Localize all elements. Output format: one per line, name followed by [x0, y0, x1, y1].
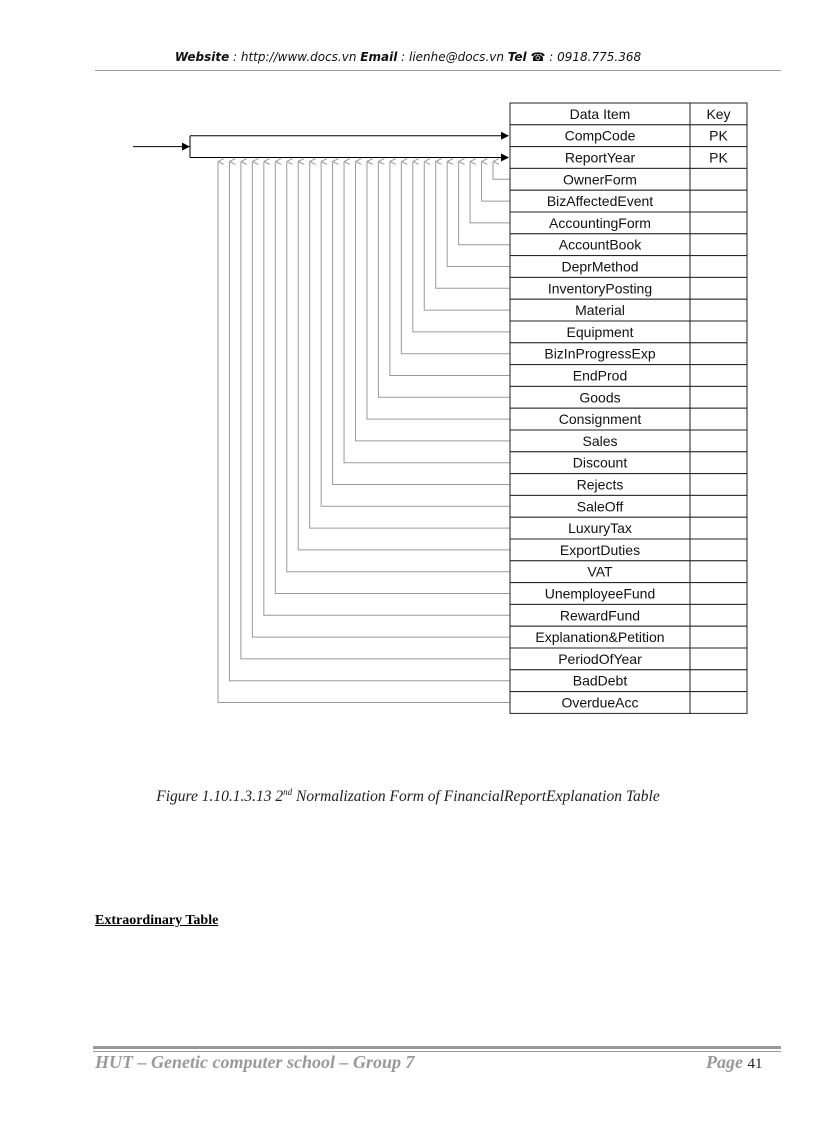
table-key-cell [690, 190, 747, 212]
dependency-arrow [298, 162, 510, 550]
footer-divider [93, 1046, 781, 1049]
tel-value: : 0918.775.368 [545, 50, 642, 64]
table-row-item: Sales [582, 432, 618, 449]
table-key-cell [690, 256, 747, 278]
email-value: : lienhe@docs.vn [397, 50, 508, 64]
figure-caption [0, 788, 816, 806]
table-row-item: Rejects [576, 476, 624, 493]
table-key-cell [690, 452, 747, 474]
table-key-cell [690, 561, 747, 583]
table-key-cell [690, 692, 747, 714]
table-row-item: EndProd [572, 367, 628, 384]
dependency-arrow [493, 162, 510, 180]
email-label: Email [360, 50, 398, 64]
table-key-cell [690, 212, 747, 234]
dependency-arrow [321, 162, 510, 507]
table-row-item: DeprMethod [561, 258, 639, 275]
table-key-cell [690, 539, 747, 561]
dependency-arrow [241, 162, 510, 659]
table-key-cell [690, 626, 747, 648]
table-row-item: AccountBook [558, 236, 642, 253]
page-label: Page [706, 1052, 743, 1072]
dependency-arrow [333, 162, 510, 485]
dependency-arrow [401, 162, 510, 354]
table-key-cell [690, 365, 747, 387]
table-row-item: LuxuryTax [568, 520, 632, 537]
table-key-cell [690, 474, 747, 496]
table-row-item: OwnerForm [563, 171, 637, 188]
table-key-cell [690, 430, 747, 452]
table-row-item: SaleOff [576, 498, 624, 515]
table-header-key: Key [706, 105, 731, 122]
tel-label: Tel [507, 50, 527, 64]
table-row-item: ReportYear [564, 149, 636, 166]
table-header-data-item: Data Item [569, 105, 631, 122]
table-row-item: VAT [587, 563, 613, 580]
dependency-arrow [470, 162, 510, 223]
dependency-arrow [390, 162, 510, 376]
dependency-arrow [344, 162, 510, 463]
table-key-cell [690, 234, 747, 256]
dependency-arrow [413, 162, 510, 332]
caption-prefix: Figure 1.10.1.3.13 2 [156, 788, 284, 805]
footer-page [706, 1052, 762, 1073]
table-key-cell [690, 299, 747, 321]
table-key-cell [690, 343, 747, 365]
table-key-cell [690, 604, 747, 626]
table-row-item: ExportDuties [559, 541, 641, 558]
website-value: : http://www.docs.vn [229, 50, 361, 64]
table-row-item: PeriodOfYear [558, 650, 642, 667]
footer-text: HUT – Genetic computer school – Group 7 [95, 1052, 415, 1072]
page-number: 41 [747, 1056, 763, 1072]
dependency-arrow [264, 162, 510, 616]
table-row-item: Discount [572, 454, 628, 471]
dependency-arrow [482, 162, 510, 202]
dependency-arrow [310, 162, 510, 529]
table-key-cell [690, 321, 747, 343]
table-row-key: PK [709, 149, 728, 166]
website-label: Website [174, 50, 230, 64]
table-key-cell [690, 408, 747, 430]
section-title: Extraordinary Table [95, 913, 219, 928]
caption-superscript: nd [283, 786, 293, 797]
table-row-key: PK [709, 127, 728, 144]
dependency-arrow [447, 162, 510, 267]
dependency-arrow [252, 162, 510, 638]
table-row-item: CompCode [564, 127, 636, 144]
dependency-arrow [459, 162, 510, 245]
table-row-item: Goods [579, 389, 621, 406]
dependency-arrow [218, 162, 510, 703]
table-row-item: BizInProgressExp [544, 345, 656, 362]
table-row-item: InventoryPosting [547, 280, 653, 297]
table-key-cell [690, 670, 747, 692]
table-key-cell [690, 648, 747, 670]
table-key-cell [690, 517, 747, 539]
table-key-cell [690, 583, 747, 605]
table-row-item: BizAffectedEvent [546, 193, 654, 210]
table-row-item: Material [575, 302, 625, 319]
table-key-cell [690, 277, 747, 299]
table-row-item: Equipment [566, 323, 634, 340]
table-row-item: OverdueAcc [561, 694, 639, 711]
table-key-cell [690, 386, 747, 408]
table-row-item: AccountingForm [549, 214, 651, 231]
caption-suffix: Normalization Form of FinancialReportExplanation Table [292, 788, 660, 805]
dependency-arrow [275, 162, 510, 594]
table-row-item: RewardFund [559, 607, 641, 624]
table-row-item: Explanation&Petition [535, 629, 665, 646]
dependency-arrow [367, 162, 510, 420]
table-row-item: UnemployeeFund [544, 585, 656, 602]
dependency-arrow [378, 162, 510, 398]
table-row-item: BadDebt [572, 672, 628, 689]
dependency-arrow [229, 162, 510, 681]
table-key-cell [690, 495, 747, 517]
table-key-cell [690, 168, 747, 190]
phone-icon: ☎ [530, 50, 546, 64]
table-row-item: Consignment [558, 411, 642, 428]
